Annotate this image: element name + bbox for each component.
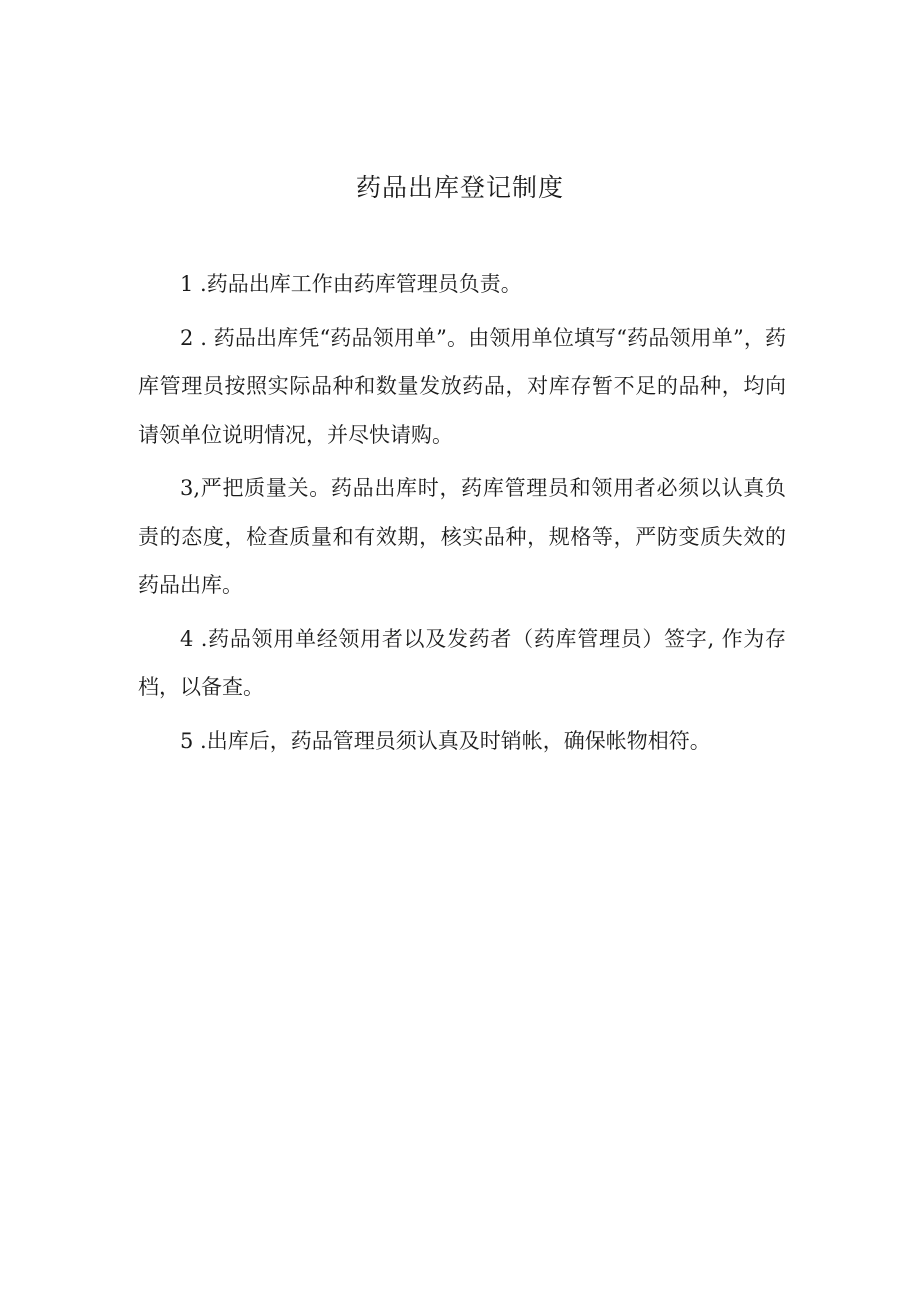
document-title: 药品出库登记制度: [355, 173, 564, 202]
clause-4: 4 .药品领用单经领用者以及发药者（药库管理员）签字, 作为存档，以备查。: [138, 626, 786, 699]
document-body: [138, 260, 786, 770]
clause-5: 5 .出库后，药品管理员须认真及时销帐，确保帐物相符。: [180, 728, 711, 753]
clause-1: 1 .药品出库工作由药库管理员负责。: [180, 272, 522, 296]
clause-2: 2 . 药品出库凭“药品领用单”。由领用单位填写“药品领用单”，药库管理员按照实际品种和数量发放药品，对库存暂不足的品种，均向请领单位说明情况，并尽快请购。: [138, 325, 786, 447]
clause-3: 3,严把质量关。药品出库时，药库管理员和领用者必须以认真负责的态度，检查质量和有效期，核实品种，规格等，严防变质失效的药品出库。: [138, 476, 786, 597]
